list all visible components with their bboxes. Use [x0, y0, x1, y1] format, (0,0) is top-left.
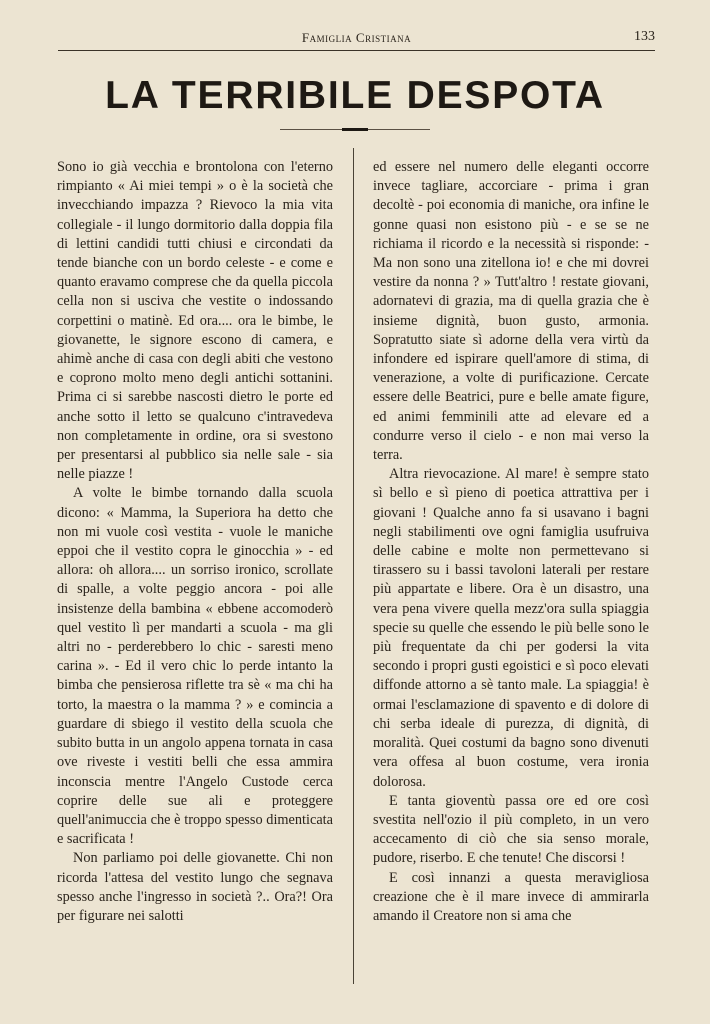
left-column — [57, 158, 333, 926]
paragraph: E così innanzi a questa meravigliosa creazione che è il mare invece di ammirarla amando il Creatore non si ama che — [373, 869, 649, 924]
paragraph: ed essere nel numero delle eleganti occorre invece tagliare, accorciare - prima i gran decoltè - poi economia di maniche, ora infine le gonne quasi non esistono più - e se se ne richiama il ricordo e la necessità si risponde: - Ma non sono una zitellona io! e che mi dovrei vestire da nonna ? » Tutt'altro ! restate giovani, adornatevi di grazia, ma di quella grazia che è insieme dignità, buon gusto, armonia. Sopratutto siate sì adorne della vera virtù da infondere ed ispirare quell'amore di stima, di venerazione, a volte di purificazione. Cercate essere delle Beatrici, pure e belle amate figure, ed animi femminili atte ad elevare ed a condurre verso il cielo - e non mai verso la terra. — [373, 159, 649, 464]
journal-name: Famiglia Cristiana — [301, 30, 412, 45]
paragraph: A volte le bimbe tornando dalla scuola dicono: « Mamma, la Superiora ha detto che non mi vuole così vestita - vuole le maniche eppoi che il vestito copra le ginocchia » - ed allora: oh allora.... un sorriso ironico, scrollate di spalle, a volte peggio ancora - poi alle insistenze della bambina « ebbene accomoderò quel vestito lì per mandarti a scuola - ma gli altri no - perderebbero lo chic - saresti meno carina ». - Ed il vero chic lo perde intanto la bimba che pensierosa riflette tra sè « ma chi ha torto, la maestra o la mamma ? » e comincia a guardare di sbiego il vestito della scuola che subito butta in un angolo appena tornata in casa ove riveste i vestiti belli che essa ammira inconscia mentre l'Angelo Custode cerca coprire delle sue ali e proteggere quell'animuccia che è troppo spesso dimenticata e sacrificata ! — [57, 485, 333, 848]
paragraph: Sono io già vecchia e brontolona con l'eterno rimpianto « Ai miei tempi » o è la società che invecchiando impazza ? Rievoco la mia vita collegiale - il lungo dormitorio dalla doppia fila di lettini candidi tutti chiusi e circondati da tende bianche con un bordo celeste - e come e quanto eravamo comprese che da quella piccola cella non si usciva che vestite o indossando corpettini o matinè. Ed ora.... ora le bimbe, le giovanette, le signore escono di camera, e ahimè anche di casa con degli abiti che vestono e coprono molto meno degli antichi sottanini. Prima ci si sarebbe nascosti dietro le porte ed anche sotto il letto se qualcuno c'intravedeva non completamente in ordine, ora si svestono per presentarsi al pubblico sia nelle sale - sia nelle piazze ! — [57, 159, 333, 483]
title-ornament — [342, 128, 368, 131]
column-divider — [353, 148, 354, 984]
article-title: LA TERRIBILE DESPOTA — [105, 74, 605, 117]
page-number: 133 — [634, 29, 655, 44]
paragraph: E tanta gioventù passa ore ed ore così svestita nell'ozio il più completo, in un vero accecamento di ciò che sia senso morale, pudore, riserbo. E che tenute! Che discorsi ! — [373, 792, 649, 867]
paragraph: Non parliamo poi delle giovanette. Chi non ricorda l'attesa del vestito lungo che segnava spesso anche l'ingresso in società ?.. Ora?! Ora per figurare nei salotti — [57, 850, 333, 924]
running-header — [58, 28, 655, 51]
right-column — [373, 158, 649, 926]
paragraph: Altra rievocazione. Al mare! è sempre stato sì bello e sì pieno di poetica attrattiva per i giovani ! Qualche anno fa si usavano i bagni negli stabilimenti ove ogni famiglia usufruiva delle cabine e molte non permettevano si tirassero su i bassi tavoloni laterali per restare più appartate e libere. Ora è un disastro, una vera pena vivere quella mezz'ora sulla spiaggia specie su quelle che essendo le più belle sono le più frequentate da chi per godersi la vita secondo i propri gusti egoistici e sì poco elevati diffonde attorno a sè tanto male. La spiaggia! è ormai l'esclamazione di spavento e di dolore di chi serba ideale di purezza, di dignità, di moralità. Quei costumi da bagno sono divenuti vera offesa al buon costume, vera ironia dolorosa. — [373, 466, 649, 790]
